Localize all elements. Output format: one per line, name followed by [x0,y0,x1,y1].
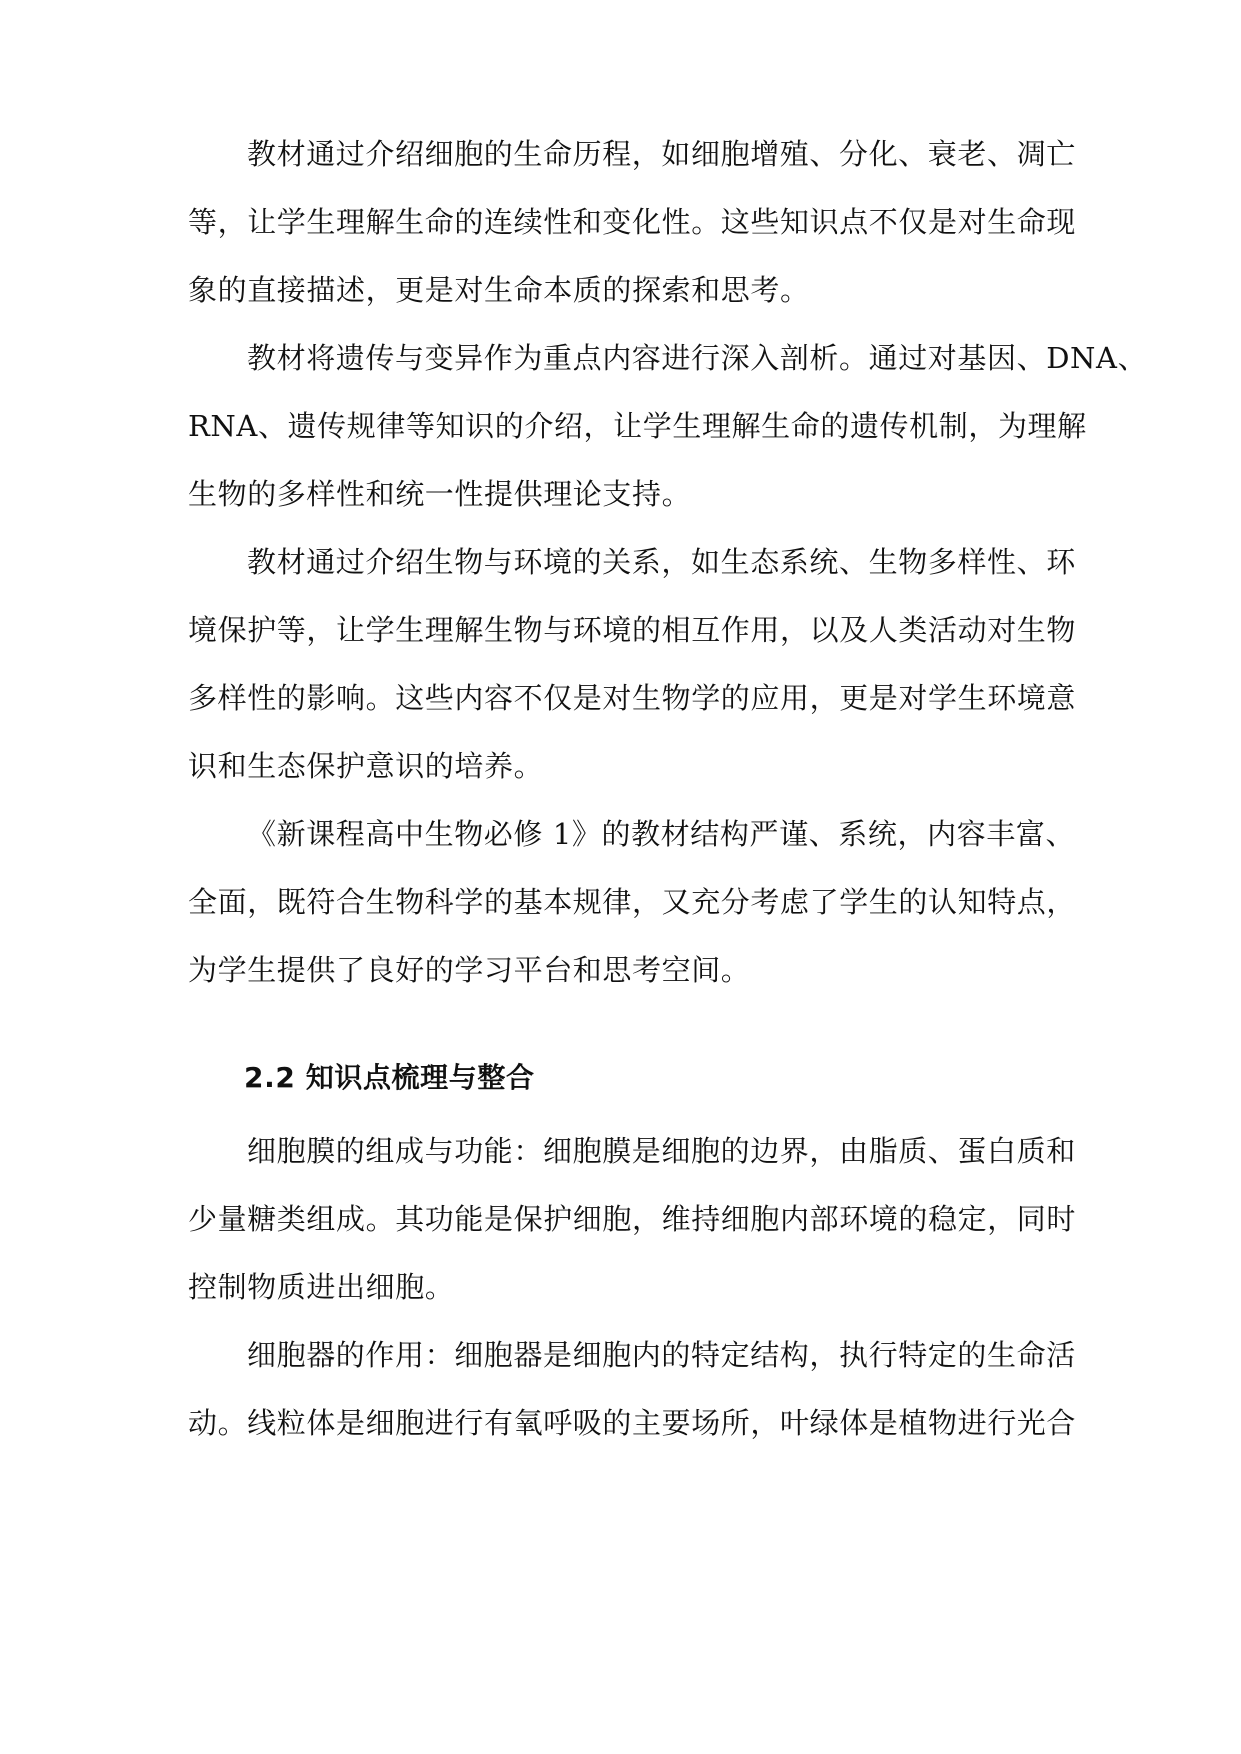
paragraph-line: 识和生态保护意识的培养。 [188,749,544,783]
paragraph-line: 境保护等，让学生理解生物与环境的相互作用，以及人类活动对生物 [188,613,1077,647]
paragraph-line: 少量糖类组成。其功能是保护细胞，维持细胞内部环境的稳定，同时 [188,1202,1077,1236]
paragraph-line: 全面，既符合生物科学的基本规律，又充分考虑了学生的认知特点， [188,885,1077,919]
paragraph-line: 象的直接描述，更是对生命本质的探索和思考。 [188,273,810,307]
paragraph-line: 教材通过介绍生物与环境的关系，如生态系统、生物多样性、环 [247,545,1076,579]
paragraph-line: 教材将遗传与变异作为重点内容进行深入剖析。通过对基因、DNA、 [247,341,1148,375]
paragraph-line: 为学生提供了良好的学习平台和思考空间。 [188,953,751,987]
paragraph-line: 细胞器的作用：细胞器是细胞内的特定结构，执行特定的生命活 [247,1338,1076,1372]
paragraph-line: 控制物质进出细胞。 [188,1270,455,1304]
paragraph-line: 细胞膜的组成与功能：细胞膜是细胞的边界，由脂质、蛋白质和 [247,1134,1076,1168]
section-heading: 2.2 知识点梳理与整合 [244,1061,535,1094]
paragraph-line: 等，让学生理解生命的连续性和变化性。这些知识点不仅是对生命现 [188,205,1077,239]
paragraph-line: 《新课程高中生物必修 1》的教材结构严谨、系统，内容丰富、 [247,817,1076,851]
paragraph-line: 多样性的影响。这些内容不仅是对生物学的应用，更是对学生环境意 [188,681,1077,715]
paragraph-line: 动。线粒体是细胞进行有氧呼吸的主要场所，叶绿体是植物进行光合 [188,1406,1077,1440]
paragraph-line: 教材通过介绍细胞的生命历程，如细胞增殖、分化、衰老、凋亡 [247,137,1076,171]
paragraph-line: 生物的多样性和统一性提供理论支持。 [188,477,692,511]
paragraph-line: RNA、遗传规律等知识的介绍，让学生理解生命的遗传机制，为理解 [188,409,1087,443]
